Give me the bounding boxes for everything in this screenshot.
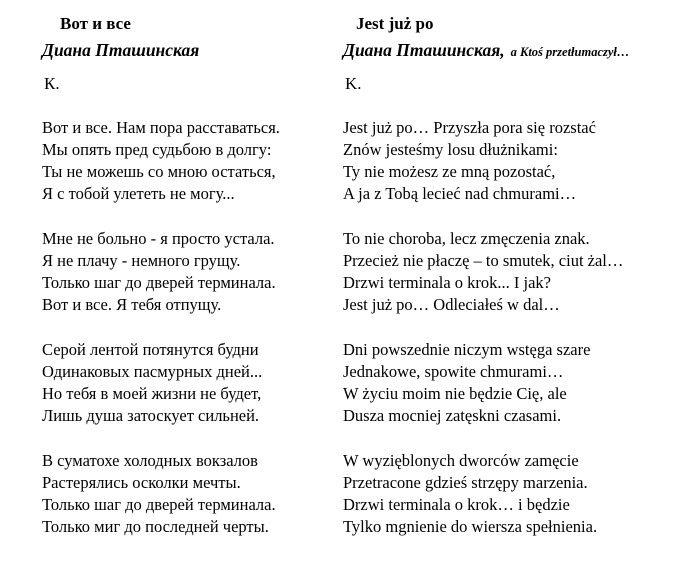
poem-stanzas — [343, 117, 623, 561]
poem-line: Znów jesteśmy losu dłużnikami: — [343, 140, 558, 159]
stanza — [343, 117, 623, 205]
stanza — [42, 450, 280, 538]
poem-line: Jednakowe, spowite chmurami… — [343, 362, 564, 381]
poem-line: To nie choroba, lecz zmęczenia znak. — [343, 229, 590, 248]
poem-line: Dusza mocniej zatęskni czasami. — [343, 406, 562, 425]
poem-author — [343, 40, 629, 61]
poem-line: W życiu moim nie będzie Cię, ale — [343, 384, 567, 403]
author-name: Диана Пташинская, — [343, 40, 505, 60]
poem-line: Przetracone gdzieś strzępy marzenia. — [343, 473, 588, 492]
poem-line: Растерялись осколки мечты. — [42, 473, 241, 492]
poem-line: Я не плачу - немного грущу. — [42, 251, 241, 270]
poem-line: Одинаковых пасмурных дней... — [42, 362, 263, 381]
poem-line: Drzwi terminala o krok... I jak? — [343, 273, 552, 292]
stanza — [42, 117, 280, 205]
poem-line: A ja z Tobą lecieć nad chmurami… — [343, 184, 577, 203]
poem-line: Вот и все. Нам пора расставаться. — [42, 118, 280, 137]
poem-line: Jest już po… Przyszła pora się rozstać — [343, 118, 596, 137]
stanza — [42, 339, 280, 427]
stanza — [343, 450, 623, 538]
poem-line: Только шаг до дверей терминала. — [42, 495, 276, 514]
poem-title: Вот и все — [60, 14, 131, 33]
poem-stanzas — [42, 117, 280, 561]
poem-line: Мы опять пред судьбою в долгу: — [42, 140, 272, 159]
poem-line: Мне не больно - я просто устала. — [42, 229, 275, 248]
poem-line: В суматохе холодных вокзалов — [42, 451, 258, 470]
dedication-initial: К. — [44, 74, 60, 93]
stanza — [343, 339, 623, 427]
poem-line: Только шаг до дверей терминала. — [42, 273, 276, 292]
poem-line: Серой лентой потянутся будни — [42, 340, 259, 359]
poem-line: Ты не можешь со мною остаться, — [42, 162, 276, 181]
stanza — [343, 228, 623, 316]
poem-line: Ty nie możesz ze mną pozostać, — [343, 162, 556, 181]
dedication-initial: K. — [345, 74, 362, 93]
poem-line: Przecież nie płaczę – to smutek, ciut żal… — [343, 251, 624, 270]
poem-title: Jest już po — [356, 14, 434, 33]
poem-line: Tylko mgnienie do wiersza spełnienia. — [343, 517, 598, 536]
poem-line: Dni powszednie niczym wstęga szare — [343, 340, 591, 359]
translator-note: a Ktoś przetłumaczył… — [510, 45, 630, 59]
poem-author — [42, 40, 199, 61]
poem-line: Drzwi terminala o krok… i będzie — [343, 495, 570, 514]
poem-line: Я с тобой улететь не могу... — [42, 184, 235, 203]
poem-line: Но тебя в моей жизни не будет, — [42, 384, 262, 403]
stanza — [42, 228, 280, 316]
poem-line: Вот и все. Я тебя отпущу. — [42, 295, 222, 314]
author-name: Диана Пташинская — [42, 40, 200, 60]
poem-line: W wyzięblonych dworców zamęcie — [343, 451, 579, 470]
poem-line: Только миг до последней черты. — [42, 517, 269, 536]
poem-line: Jest już po… Odleciałeś w dal… — [343, 295, 560, 314]
poem-line: Лишь душа затоскует сильней. — [42, 406, 260, 425]
